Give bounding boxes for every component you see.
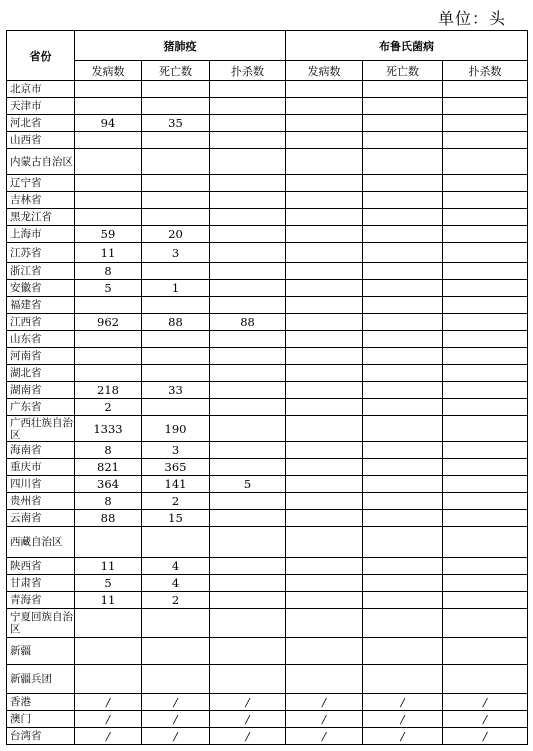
table-cell: 94 xyxy=(75,115,142,132)
table-row xyxy=(7,476,528,493)
table-cell xyxy=(363,297,443,314)
table-row xyxy=(7,297,528,314)
table-cell xyxy=(443,297,528,314)
table-cell xyxy=(286,575,363,592)
table-cell: / xyxy=(443,728,528,745)
province-name: 江苏省 xyxy=(7,243,75,263)
table-cell xyxy=(443,175,528,192)
table-cell xyxy=(443,416,528,442)
table-row xyxy=(7,493,528,510)
table-cell xyxy=(443,382,528,399)
table-row xyxy=(7,728,528,745)
table-cell xyxy=(210,510,286,527)
table-cell xyxy=(286,416,363,442)
table-cell: 11 xyxy=(75,558,142,575)
province-name: 宁夏回族自治区 xyxy=(7,609,75,638)
table-cell xyxy=(286,665,363,694)
table-cell xyxy=(210,297,286,314)
province-name: 甘肃省 xyxy=(7,575,75,592)
table-cell xyxy=(286,592,363,609)
table-cell xyxy=(443,510,528,527)
table-cell xyxy=(142,149,210,175)
table-cell xyxy=(363,665,443,694)
table-cell: 2 xyxy=(142,493,210,510)
table-cell xyxy=(286,493,363,510)
table-cell xyxy=(142,297,210,314)
col-header-deaths: 死亡数 xyxy=(142,61,210,81)
table-row xyxy=(7,98,528,115)
table-cell: 35 xyxy=(142,115,210,132)
table-cell: 3 xyxy=(142,442,210,459)
table-cell xyxy=(75,365,142,382)
table-cell xyxy=(142,209,210,226)
table-cell: / xyxy=(75,711,142,728)
table-cell: / xyxy=(286,728,363,745)
table-cell xyxy=(210,149,286,175)
table-cell xyxy=(75,132,142,149)
table-cell xyxy=(443,365,528,382)
table-body xyxy=(7,81,528,745)
table-cell xyxy=(443,132,528,149)
table-cell xyxy=(363,416,443,442)
table-cell xyxy=(443,115,528,132)
table-cell: 364 xyxy=(75,476,142,493)
table-cell xyxy=(210,209,286,226)
province-name: 广西壮族自治区 xyxy=(7,416,75,442)
table-cell xyxy=(286,280,363,297)
disease-table xyxy=(6,30,528,745)
table-row xyxy=(7,442,528,459)
table-cell xyxy=(363,263,443,280)
table-cell: 33 xyxy=(142,382,210,399)
col-header-cases: 发病数 xyxy=(75,61,142,81)
table-cell xyxy=(75,192,142,209)
table-row xyxy=(7,382,528,399)
table-cell: / xyxy=(142,728,210,745)
table-row xyxy=(7,331,528,348)
province-name: 香港 xyxy=(7,694,75,711)
province-name: 青海省 xyxy=(7,592,75,609)
table-cell xyxy=(363,209,443,226)
table-cell: / xyxy=(210,711,286,728)
table-cell xyxy=(363,149,443,175)
table-cell: 2 xyxy=(75,399,142,416)
table-cell xyxy=(286,382,363,399)
table-cell xyxy=(75,209,142,226)
col-header-deaths: 死亡数 xyxy=(363,61,443,81)
table-cell xyxy=(443,243,528,263)
table-cell xyxy=(142,527,210,558)
province-name: 云南省 xyxy=(7,510,75,527)
table-row xyxy=(7,280,528,297)
table-row xyxy=(7,149,528,175)
province-name: 辽宁省 xyxy=(7,175,75,192)
table-cell xyxy=(363,331,443,348)
table-cell xyxy=(210,115,286,132)
table-row xyxy=(7,314,528,331)
table-cell xyxy=(210,609,286,638)
table-cell xyxy=(363,527,443,558)
table-cell xyxy=(363,493,443,510)
table-row xyxy=(7,459,528,476)
table-cell: / xyxy=(210,694,286,711)
province-name: 北京市 xyxy=(7,81,75,98)
table-cell xyxy=(443,459,528,476)
table-cell: / xyxy=(363,694,443,711)
table-cell xyxy=(75,149,142,175)
table-cell xyxy=(286,175,363,192)
table-cell: / xyxy=(75,694,142,711)
province-name: 澳门 xyxy=(7,711,75,728)
table-cell xyxy=(443,399,528,416)
table-cell: 1 xyxy=(142,280,210,297)
table-cell xyxy=(443,348,528,365)
table-cell: / xyxy=(142,694,210,711)
table-cell xyxy=(363,592,443,609)
province-name: 新疆兵团 xyxy=(7,665,75,694)
table-row xyxy=(7,263,528,280)
table-cell xyxy=(210,243,286,263)
table-cell xyxy=(286,638,363,665)
table-cell xyxy=(142,192,210,209)
table-cell xyxy=(363,382,443,399)
table-cell xyxy=(210,399,286,416)
table-cell: 1333 xyxy=(75,416,142,442)
table-cell xyxy=(363,476,443,493)
table-cell xyxy=(443,314,528,331)
province-name: 吉林省 xyxy=(7,192,75,209)
table-cell: 8 xyxy=(75,263,142,280)
table-cell xyxy=(210,348,286,365)
table-cell xyxy=(142,365,210,382)
table-cell xyxy=(363,558,443,575)
table-row xyxy=(7,527,528,558)
table-cell xyxy=(286,609,363,638)
table-cell xyxy=(75,98,142,115)
table-cell xyxy=(142,399,210,416)
table-cell xyxy=(75,348,142,365)
table-cell xyxy=(286,476,363,493)
table-cell xyxy=(142,638,210,665)
table-cell xyxy=(443,263,528,280)
table-row xyxy=(7,575,528,592)
table-cell: 218 xyxy=(75,382,142,399)
table-cell xyxy=(142,81,210,98)
table-cell: 11 xyxy=(75,592,142,609)
table-cell xyxy=(363,442,443,459)
province-name: 陕西省 xyxy=(7,558,75,575)
table-cell: 4 xyxy=(142,575,210,592)
table-cell xyxy=(363,98,443,115)
table-cell: 8 xyxy=(75,493,142,510)
table-cell: 88 xyxy=(75,510,142,527)
table-cell xyxy=(210,416,286,442)
table-cell xyxy=(210,638,286,665)
table-cell: 11 xyxy=(75,243,142,263)
table-cell xyxy=(363,115,443,132)
table-row xyxy=(7,399,528,416)
table-cell xyxy=(142,175,210,192)
table-row xyxy=(7,416,528,442)
table-cell xyxy=(210,331,286,348)
table-cell xyxy=(363,365,443,382)
unit-label: 单位：头 xyxy=(438,9,507,28)
table-cell: 8 xyxy=(75,442,142,459)
table-cell: / xyxy=(363,711,443,728)
table-cell xyxy=(210,226,286,243)
table-cell xyxy=(363,243,443,263)
table-cell xyxy=(443,638,528,665)
province-name: 海南省 xyxy=(7,442,75,459)
table-cell xyxy=(363,132,443,149)
table-cell xyxy=(286,365,363,382)
table-cell xyxy=(363,459,443,476)
table-cell xyxy=(210,192,286,209)
province-name: 上海市 xyxy=(7,226,75,243)
table-cell: 821 xyxy=(75,459,142,476)
table-cell xyxy=(210,263,286,280)
table-cell xyxy=(286,442,363,459)
table-cell xyxy=(286,459,363,476)
table-cell: 88 xyxy=(142,314,210,331)
table-cell xyxy=(363,575,443,592)
group-header-brucellosis: 布鲁氏菌病 xyxy=(286,31,528,61)
table-cell xyxy=(286,263,363,280)
table-cell xyxy=(363,226,443,243)
table-cell: 15 xyxy=(142,510,210,527)
table-cell xyxy=(210,558,286,575)
table-row xyxy=(7,694,528,711)
table-cell xyxy=(142,348,210,365)
table-cell xyxy=(363,175,443,192)
table-cell xyxy=(443,226,528,243)
table-cell xyxy=(443,527,528,558)
table-row xyxy=(7,510,528,527)
table-cell xyxy=(443,442,528,459)
province-name: 山西省 xyxy=(7,132,75,149)
table-row xyxy=(7,192,528,209)
table-cell xyxy=(75,609,142,638)
table-cell: / xyxy=(210,728,286,745)
table-cell: / xyxy=(286,694,363,711)
table-cell xyxy=(363,280,443,297)
table-cell xyxy=(210,592,286,609)
table-cell xyxy=(210,493,286,510)
table-cell: 141 xyxy=(142,476,210,493)
table-cell xyxy=(443,575,528,592)
province-name: 安徽省 xyxy=(7,280,75,297)
table-cell xyxy=(286,209,363,226)
table-cell: 365 xyxy=(142,459,210,476)
table-cell xyxy=(210,81,286,98)
table-cell xyxy=(210,98,286,115)
province-name: 贵州省 xyxy=(7,493,75,510)
table-cell xyxy=(286,314,363,331)
table-cell xyxy=(443,558,528,575)
table-cell xyxy=(363,314,443,331)
table-cell xyxy=(443,609,528,638)
table-cell xyxy=(210,132,286,149)
table-cell xyxy=(286,348,363,365)
table-cell: 88 xyxy=(210,314,286,331)
table-cell xyxy=(75,527,142,558)
table-row xyxy=(7,243,528,263)
table-cell xyxy=(75,331,142,348)
table-cell xyxy=(210,280,286,297)
table-row xyxy=(7,609,528,638)
table-cell xyxy=(443,331,528,348)
table-row xyxy=(7,81,528,98)
table-cell xyxy=(363,81,443,98)
table-cell: 4 xyxy=(142,558,210,575)
table-cell: 20 xyxy=(142,226,210,243)
table-cell xyxy=(443,665,528,694)
table-cell xyxy=(286,149,363,175)
table-cell xyxy=(443,493,528,510)
table-cell xyxy=(210,527,286,558)
col-header-cases: 发病数 xyxy=(286,61,363,81)
table-cell: / xyxy=(286,711,363,728)
table-row xyxy=(7,711,528,728)
table-cell xyxy=(75,81,142,98)
table-cell xyxy=(210,382,286,399)
table-cell: 190 xyxy=(142,416,210,442)
table-cell xyxy=(443,81,528,98)
table-cell xyxy=(210,575,286,592)
table-cell xyxy=(142,263,210,280)
table-cell xyxy=(363,510,443,527)
province-name: 江西省 xyxy=(7,314,75,331)
province-name: 天津市 xyxy=(7,98,75,115)
table-cell: 962 xyxy=(75,314,142,331)
table-cell xyxy=(443,592,528,609)
table-cell xyxy=(142,98,210,115)
province-name: 广东省 xyxy=(7,399,75,416)
table-cell xyxy=(286,226,363,243)
table-cell: 5 xyxy=(75,575,142,592)
table-cell xyxy=(210,442,286,459)
table-cell xyxy=(75,297,142,314)
province-name: 山东省 xyxy=(7,331,75,348)
province-name: 河北省 xyxy=(7,115,75,132)
province-name: 重庆市 xyxy=(7,459,75,476)
table-cell xyxy=(443,192,528,209)
province-header: 省份 xyxy=(7,31,75,81)
province-name: 新疆 xyxy=(7,638,75,665)
table-cell xyxy=(142,665,210,694)
table-cell: 5 xyxy=(75,280,142,297)
table-row xyxy=(7,175,528,192)
table-cell xyxy=(443,280,528,297)
table-row xyxy=(7,638,528,665)
table-cell xyxy=(443,209,528,226)
table-row xyxy=(7,226,528,243)
table-cell: / xyxy=(443,694,528,711)
table-cell: / xyxy=(363,728,443,745)
table-cell xyxy=(363,609,443,638)
table-row xyxy=(7,558,528,575)
table-cell xyxy=(142,331,210,348)
table-cell xyxy=(363,192,443,209)
province-name: 浙江省 xyxy=(7,263,75,280)
table-cell xyxy=(286,558,363,575)
table-row xyxy=(7,592,528,609)
table-cell: 5 xyxy=(210,476,286,493)
table-cell xyxy=(286,510,363,527)
col-header-culled: 扑杀数 xyxy=(443,61,528,81)
table-row xyxy=(7,132,528,149)
province-name: 西藏自治区 xyxy=(7,527,75,558)
province-name: 四川省 xyxy=(7,476,75,493)
table-cell: / xyxy=(142,711,210,728)
table-cell xyxy=(363,638,443,665)
table-cell xyxy=(286,115,363,132)
table-cell xyxy=(75,638,142,665)
table-cell xyxy=(286,81,363,98)
table-cell xyxy=(363,348,443,365)
table-cell xyxy=(363,399,443,416)
table-cell xyxy=(75,665,142,694)
table-cell: 3 xyxy=(142,243,210,263)
table-row xyxy=(7,209,528,226)
table-cell xyxy=(286,98,363,115)
table-row xyxy=(7,365,528,382)
table-cell xyxy=(286,243,363,263)
group-header-swine-pasteurellosis: 猪肺疫 xyxy=(75,31,286,61)
province-name: 内蒙古自治区 xyxy=(7,149,75,175)
table-cell xyxy=(286,132,363,149)
province-name: 湖南省 xyxy=(7,382,75,399)
province-name: 台湾省 xyxy=(7,728,75,745)
table-cell xyxy=(210,459,286,476)
table-cell xyxy=(210,175,286,192)
table-cell xyxy=(286,399,363,416)
table-cell xyxy=(286,527,363,558)
table-cell xyxy=(210,365,286,382)
province-name: 湖北省 xyxy=(7,365,75,382)
table-cell: / xyxy=(75,728,142,745)
province-name: 黑龙江省 xyxy=(7,209,75,226)
col-header-culled: 扑杀数 xyxy=(210,61,286,81)
table-cell xyxy=(443,149,528,175)
table-row xyxy=(7,115,528,132)
table-cell: 59 xyxy=(75,226,142,243)
province-name: 河南省 xyxy=(7,348,75,365)
table-cell: / xyxy=(443,711,528,728)
table-row xyxy=(7,665,528,694)
table-cell xyxy=(286,297,363,314)
table-cell xyxy=(286,192,363,209)
table-cell xyxy=(75,175,142,192)
table-cell xyxy=(443,476,528,493)
table-cell: 2 xyxy=(142,592,210,609)
table-cell xyxy=(286,331,363,348)
table-row xyxy=(7,348,528,365)
table-cell xyxy=(142,132,210,149)
table-cell xyxy=(142,609,210,638)
table-cell xyxy=(210,665,286,694)
province-name: 福建省 xyxy=(7,297,75,314)
table-cell xyxy=(443,98,528,115)
